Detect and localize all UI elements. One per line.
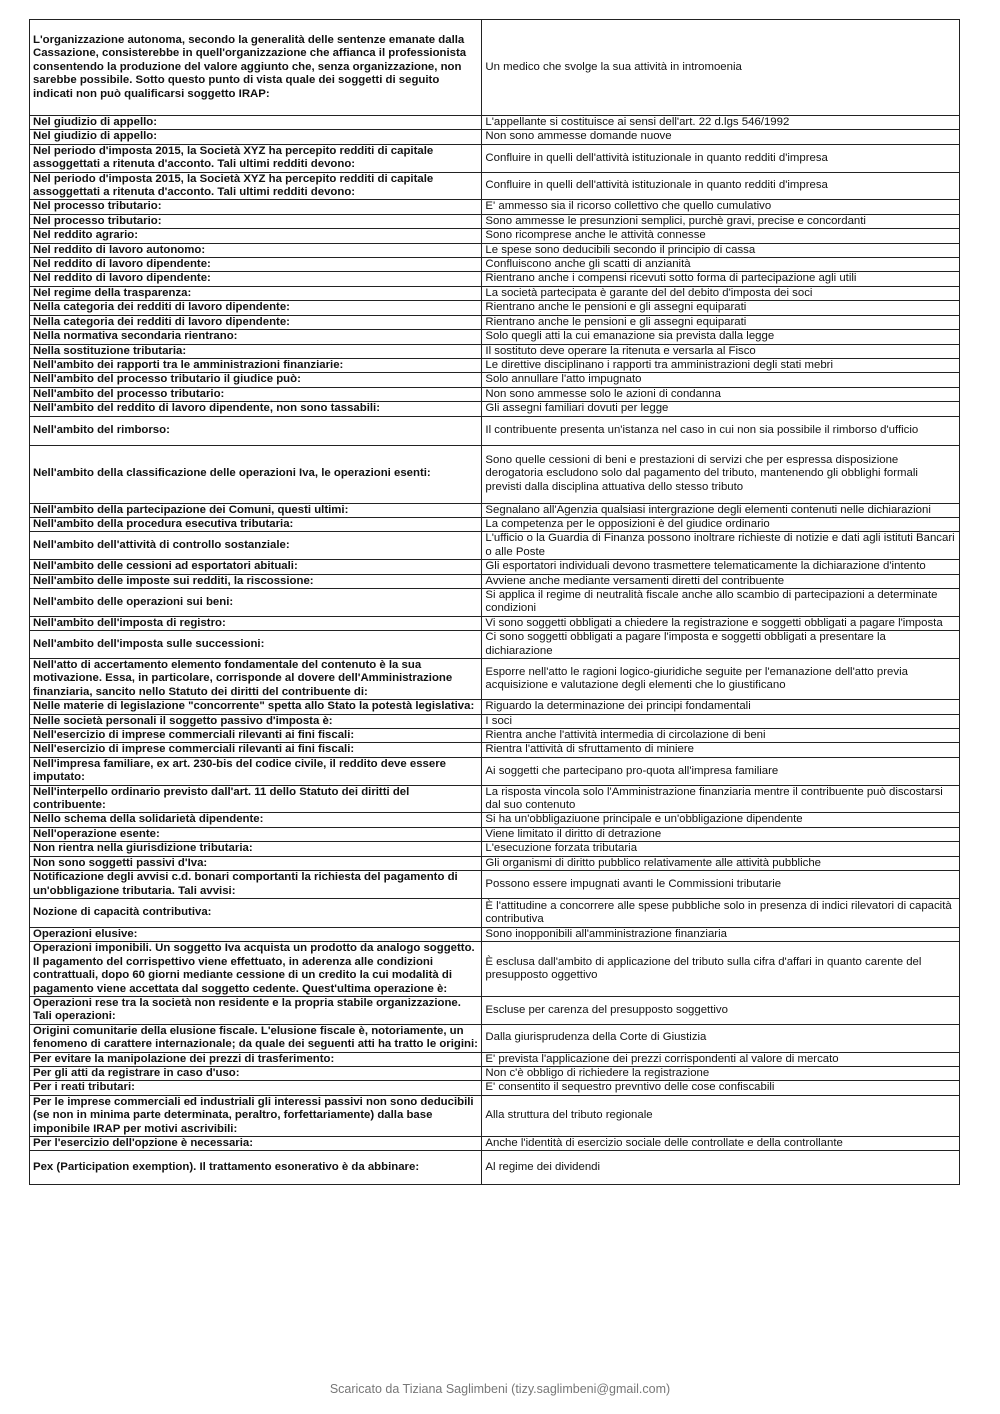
table-row: [30, 827, 960, 841]
answer-cell: E' consentito il sequestro prevntivo delle cose confiscabili: [482, 1081, 960, 1095]
question-cell: Operazioni imponibili. Un soggetto Iva acquista un prodotto da analogo soggetto. Il pagamento del corrispettivo viene effettuato, in aderenza alle condizioni contrattuali, dopo 60 giorni mediante cessione di un credito la cui modalità di pagamento viene accettata dal soggetto cedente. Quest'ultima operazione è:: [30, 942, 482, 997]
table-row: [30, 243, 960, 257]
answer-cell: Alla struttura del tributo regionale: [482, 1095, 960, 1136]
question-cell: Nell'impresa familiare, ex art. 230-bis del codice civile, il reddito deve essere imputato:: [30, 757, 482, 785]
answer-cell: Esporre nell'atto le ragioni logico-giuridiche seguite per l'emanazione dell'atto previa acquisizione e valutazione degli elementi che lo giustificano: [482, 659, 960, 700]
table-row: [30, 560, 960, 574]
table-row: [30, 402, 960, 416]
question-cell: Nella categoria dei redditi di lavoro dipendente:: [30, 315, 482, 329]
answer-cell: Sono ammesse le presunzioni semplici, purchè gravi, precise e concordanti: [482, 214, 960, 228]
answer-cell: Rientrano anche le pensioni e gli assegni equiparati: [482, 315, 960, 329]
table-row: [30, 700, 960, 714]
table-row: [30, 517, 960, 531]
answer-cell: Rientrano anche le pensioni e gli assegni equiparati: [482, 301, 960, 315]
question-cell: Nell'ambito dei rapporti tra le amministrazioni finanziarie:: [30, 358, 482, 372]
question-cell: Nella normativa secondaria rientrano:: [30, 330, 482, 344]
question-cell: Nell'ambito dell'imposta sulle successioni:: [30, 631, 482, 659]
table-row: [30, 616, 960, 630]
answer-cell: Rientrano anche i compensi ricevuti sotto forma di partecipazione agli utili: [482, 272, 960, 286]
answer-cell: Solo annullare l'atto impugnato: [482, 373, 960, 387]
answer-cell: Rientra anche l'attività intermedia di circolazione di beni: [482, 729, 960, 743]
question-cell: Nozione di capacità contributiva:: [30, 898, 482, 927]
table-row: [30, 757, 960, 785]
table-row: [30, 20, 960, 116]
question-cell: Nel periodo d'imposta 2015, la Società XYZ ha percepito redditi di capitale assoggettati a ritenuta d'acconto. Tali ultimi redditi devono:: [30, 144, 482, 172]
table-row: [30, 996, 960, 1024]
answer-cell: Rientra l'attività di sfruttamento di miniere: [482, 743, 960, 757]
table-row: [30, 1151, 960, 1185]
qa-sheet: [29, 19, 960, 1185]
answer-cell: Avviene anche mediante versamenti diretti del contribuente: [482, 574, 960, 588]
question-cell: Per i reati tributari:: [30, 1081, 482, 1095]
table-row: [30, 898, 960, 927]
question-cell: Nel reddito di lavoro autonomo:: [30, 243, 482, 257]
answer-cell: Anche l'identità di esercizio sociale delle controllate e della controllante: [482, 1137, 960, 1151]
answer-cell: E' prevista l'applicazione dei prezzi corrispondenti al valore di mercato: [482, 1052, 960, 1066]
table-row: [30, 813, 960, 827]
question-cell: Nell'ambito dell'imposta di registro:: [30, 616, 482, 630]
answer-cell: Non c'è obbligo di richiedere la registrazione: [482, 1066, 960, 1080]
table-row: [30, 315, 960, 329]
question-cell: Nell'ambito delle cessioni ad esportatori abituali:: [30, 560, 482, 574]
question-cell: Operazioni rese tra la società non residente e la propria stabile organizzazione. Tali operazioni:: [30, 996, 482, 1024]
question-cell: Per l'esercizio dell'opzione è necessaria:: [30, 1137, 482, 1151]
question-cell: Nello schema della solidarietà dipendente:: [30, 813, 482, 827]
answer-cell: Si ha un'obbligaziuone principale e un'obbligazione dipendente: [482, 813, 960, 827]
table-row: [30, 631, 960, 659]
table-row: [30, 172, 960, 200]
answer-cell: Riguardo la determinazione dei principi fondamentali: [482, 700, 960, 714]
question-cell: Nell'ambito della partecipazione dei Comuni, questi ultimi:: [30, 503, 482, 517]
table-row: [30, 503, 960, 517]
table-row: [30, 416, 960, 445]
answer-cell: Il sostituto deve operare la ritenuta e versarla al Fisco: [482, 344, 960, 358]
answer-cell: Un medico che svolge la sua attività in intromoenia: [482, 20, 960, 116]
question-cell: Origini comunitarie della elusione fiscale. L'elusione fiscale è, notoriamente, un fenomeno di carattere internazionale; da quale dei seguenti atti ha tratto le origini:: [30, 1024, 482, 1052]
answer-cell: E' ammesso sia il ricorso collettivo che quello cumulativo: [482, 200, 960, 214]
answer-cell: Al regime dei dividendi: [482, 1151, 960, 1185]
answer-cell: Possono essere impugnati avanti le Commissioni tributarie: [482, 871, 960, 899]
answer-cell: Confluire in quelli dell'attività istituzionale in quanto redditi d'impresa: [482, 144, 960, 172]
answer-cell: Segnalano all'Agenzia qualsiasi intergrazione degli elementi contenuti nelle dichiarazioni: [482, 503, 960, 517]
question-cell: Nel periodo d'imposta 2015, la Società XYZ ha percepito redditi di capitale assoggettati a ritenuta d'acconto. Tali ultimi redditi devono:: [30, 172, 482, 200]
question-cell: Nell'ambito dell'attività di controllo sostanziale:: [30, 532, 482, 560]
question-cell: Nel reddito di lavoro dipendente:: [30, 258, 482, 272]
table-row: [30, 1081, 960, 1095]
question-cell: Operazioni elusive:: [30, 927, 482, 941]
answer-cell: I soci: [482, 714, 960, 728]
table-row: [30, 1052, 960, 1066]
question-cell: Nel giudizio di appello:: [30, 116, 482, 130]
question-cell: Pex (Participation exemption). Il trattamento esonerativo è da abbinare:: [30, 1151, 482, 1185]
answer-cell: Sono ricomprese anche le attività connesse: [482, 229, 960, 243]
table-row: [30, 714, 960, 728]
question-cell: Nell'esercizio di imprese commerciali rilevanti ai fini fiscali:: [30, 743, 482, 757]
table-row: [30, 729, 960, 743]
answer-cell: Confluire in quelli dell'attività istituzionale in quanto redditi d'impresa: [482, 172, 960, 200]
answer-cell: La società partecipata è garante del del debito d'imposta dei soci: [482, 286, 960, 300]
question-cell: Nell'esercizio di imprese commerciali rilevanti ai fini fiscali:: [30, 729, 482, 743]
question-cell: Nell'ambito del reddito di lavoro dipendente, non sono tassabili:: [30, 402, 482, 416]
answer-cell: Le spese sono deducibili secondo il principio di cassa: [482, 243, 960, 257]
question-cell: Nella sostituzione tributaria:: [30, 344, 482, 358]
table-row: [30, 856, 960, 870]
table-row: [30, 1095, 960, 1136]
table-row: [30, 301, 960, 315]
download-footer: Scaricato da Tiziana Saglimbeni (tizy.saglimbeni@gmail.com): [329, 1382, 671, 1396]
table-row: [30, 344, 960, 358]
table-row: [30, 116, 960, 130]
answer-cell: Ai soggetti che partecipano pro-quota all'impresa familiare: [482, 757, 960, 785]
answer-cell: Sono inopponibili all'amministrazione finanziaria: [482, 927, 960, 941]
answer-cell: La risposta vincola solo l'Amministrazione finanziaria mentre il contribuente può discostarsi dal suo contenuto: [482, 785, 960, 813]
answer-cell: Dalla giurisprudenza della Corte di Giustizia: [482, 1024, 960, 1052]
question-cell: Nel reddito agrario:: [30, 229, 482, 243]
table-row: [30, 258, 960, 272]
table-row: [30, 358, 960, 372]
question-cell: Nell'ambito delle imposte sui redditi, la riscossione:: [30, 574, 482, 588]
qa-table: [29, 19, 960, 1185]
table-row: [30, 200, 960, 214]
table-row: [30, 373, 960, 387]
answer-cell: Le direttive disciplinano i rapporti tra amministrazioni degli stati mebri: [482, 358, 960, 372]
table-row: [30, 272, 960, 286]
answer-cell: Non sono ammesse solo le azioni di condanna: [482, 387, 960, 401]
answer-cell: Gli esportatori individuali devono trasmettere telematicamente la dichiarazione d'intento: [482, 560, 960, 574]
answer-cell: Vi sono soggetti obbligati a chiedere la registrazione e soggetti obbligati a pagare l'imposta: [482, 616, 960, 630]
table-row: [30, 130, 960, 144]
table-row: [30, 871, 960, 899]
table-row: [30, 842, 960, 856]
answer-cell: Solo quegli atti la cui emanazione sia prevista dalla legge: [482, 330, 960, 344]
table-row: [30, 942, 960, 997]
answer-cell: È l'attitudine a concorrere alle spese pubbliche solo in presenza di indici rilevatori di capacità contributiva: [482, 898, 960, 927]
question-cell: Nell'ambito della classificazione delle operazioni Iva, le operazioni esenti:: [30, 445, 482, 503]
question-cell: L'organizzazione autonoma, secondo la generalità delle sentenze emanate dalla Cassazione, consisterebbe in quell'organizzazione che affianca il professionista consentendo la produzione del valore aggiunto che, senza organizzazione, non sarebbe possibile. Sotto questo punto di vista quale dei soggetti di seguito indicati non può qualificarsi soggetto IRAP:: [30, 20, 482, 116]
question-cell: Nell'ambito della procedura esecutiva tributaria:: [30, 517, 482, 531]
table-row: [30, 785, 960, 813]
qa-table-body: [30, 20, 960, 1185]
table-row: [30, 330, 960, 344]
question-cell: Nel processo tributario:: [30, 214, 482, 228]
table-row: [30, 1137, 960, 1151]
question-cell: Notificazione degli avvisi c.d. bonari comportanti la richiesta del pagamento di un'obbligazione tributaria. Tali avvisi:: [30, 871, 482, 899]
table-row: [30, 229, 960, 243]
answer-cell: Sono quelle cessioni di beni e prestazioni di servizi che per espressa disposizione derogatoria escludono solo dal pagamento del tributo, mantenendo gli obblighi formali previsti dalla disciplina attuativa dello stesso tributo: [482, 445, 960, 503]
table-row: [30, 144, 960, 172]
answer-cell: Si applica il regime di neutralità fiscale anche allo scambio di partecipazioni a determinate condizioni: [482, 588, 960, 616]
table-row: [30, 1024, 960, 1052]
table-row: [30, 214, 960, 228]
table-row: [30, 387, 960, 401]
question-cell: Nel processo tributario:: [30, 200, 482, 214]
answer-cell: L'appellante si costituisce ai sensi dell'art. 22 d.lgs 546/1992: [482, 116, 960, 130]
question-cell: Nell'ambito del rimborso:: [30, 416, 482, 445]
question-cell: Nell'ambito del processo tributario:: [30, 387, 482, 401]
answer-cell: Gli assegni familiari dovuti per legge: [482, 402, 960, 416]
answer-cell: Il contribuente presenta un'istanza nel caso in cui non sia possibile il rimborso d'ufficio: [482, 416, 960, 445]
table-row: [30, 659, 960, 700]
answer-cell: Ci sono soggetti obbligati a pagare l'imposta e soggetti obbligati a presentare la dichiarazione: [482, 631, 960, 659]
table-row: [30, 927, 960, 941]
table-row: [30, 286, 960, 300]
table-row: [30, 574, 960, 588]
question-cell: Nella categoria dei redditi di lavoro dipendente:: [30, 301, 482, 315]
answer-cell: Escluse per carenza del presupposto soggettivo: [482, 996, 960, 1024]
question-cell: Nelle società personali il soggetto passivo d'imposta è:: [30, 714, 482, 728]
answer-cell: Confluiscono anche gli scatti di anzianità: [482, 258, 960, 272]
answer-cell: Viene limitato il diritto di detrazione: [482, 827, 960, 841]
answer-cell: L'esecuzione forzata tributaria: [482, 842, 960, 856]
table-row: [30, 532, 960, 560]
table-row: [30, 1066, 960, 1080]
question-cell: Nel giudizio di appello:: [30, 130, 482, 144]
question-cell: Nell'operazione esente:: [30, 827, 482, 841]
answer-cell: Gli organismi di diritto pubblico relativamente alle attività pubbliche: [482, 856, 960, 870]
answer-cell: Non sono ammesse domande nuove: [482, 130, 960, 144]
table-row: [30, 588, 960, 616]
answer-cell: La competenza per le opposizioni è del giudice ordinario: [482, 517, 960, 531]
question-cell: Nell'ambito delle operazioni sui beni:: [30, 588, 482, 616]
question-cell: Per evitare la manipolazione dei prezzi di trasferimento:: [30, 1052, 482, 1066]
question-cell: Non rientra nella giurisdizione tributaria:: [30, 842, 482, 856]
answer-cell: L'ufficio o la Guardia di Finanza possono inoltrare richieste di notizie e dati agli istituti Bancari o alle Poste: [482, 532, 960, 560]
question-cell: Nel regime della trasparenza:: [30, 286, 482, 300]
question-cell: Nelle materie di legislazione "concorrente" spetta allo Stato la potestà legislativa:: [30, 700, 482, 714]
question-cell: Per le imprese commerciali ed industriali gli interessi passivi non sono deducibili (se non in minima parte determinata, peraltro, forfettariamente) dalla base imponibile IRAP per motivi ascrivibili:: [30, 1095, 482, 1136]
question-cell: Nell'ambito del processo tributario il giudice può:: [30, 373, 482, 387]
answer-cell: È esclusa dall'ambito di applicazione del tributo sulla cifra d'affari in quanto carente del presupposto oggettivo: [482, 942, 960, 997]
question-cell: Nell'interpello ordinario previsto dall'art. 11 dello Statuto dei diritti del contribuente:: [30, 785, 482, 813]
question-cell: Nel reddito di lavoro dipendente:: [30, 272, 482, 286]
table-row: [30, 743, 960, 757]
table-row: [30, 445, 960, 503]
question-cell: Nell'atto di accertamento elemento fondamentale del contenuto è la sua motivazione. Essa, in particolare, corrisponde al dovere dell'Amministrazione finanziaria, sancito nello Statuto dei diritti del contribuente di:: [30, 659, 482, 700]
question-cell: Non sono soggetti passivi d'Iva:: [30, 856, 482, 870]
question-cell: Per gli atti da registrare in caso d'uso:: [30, 1066, 482, 1080]
